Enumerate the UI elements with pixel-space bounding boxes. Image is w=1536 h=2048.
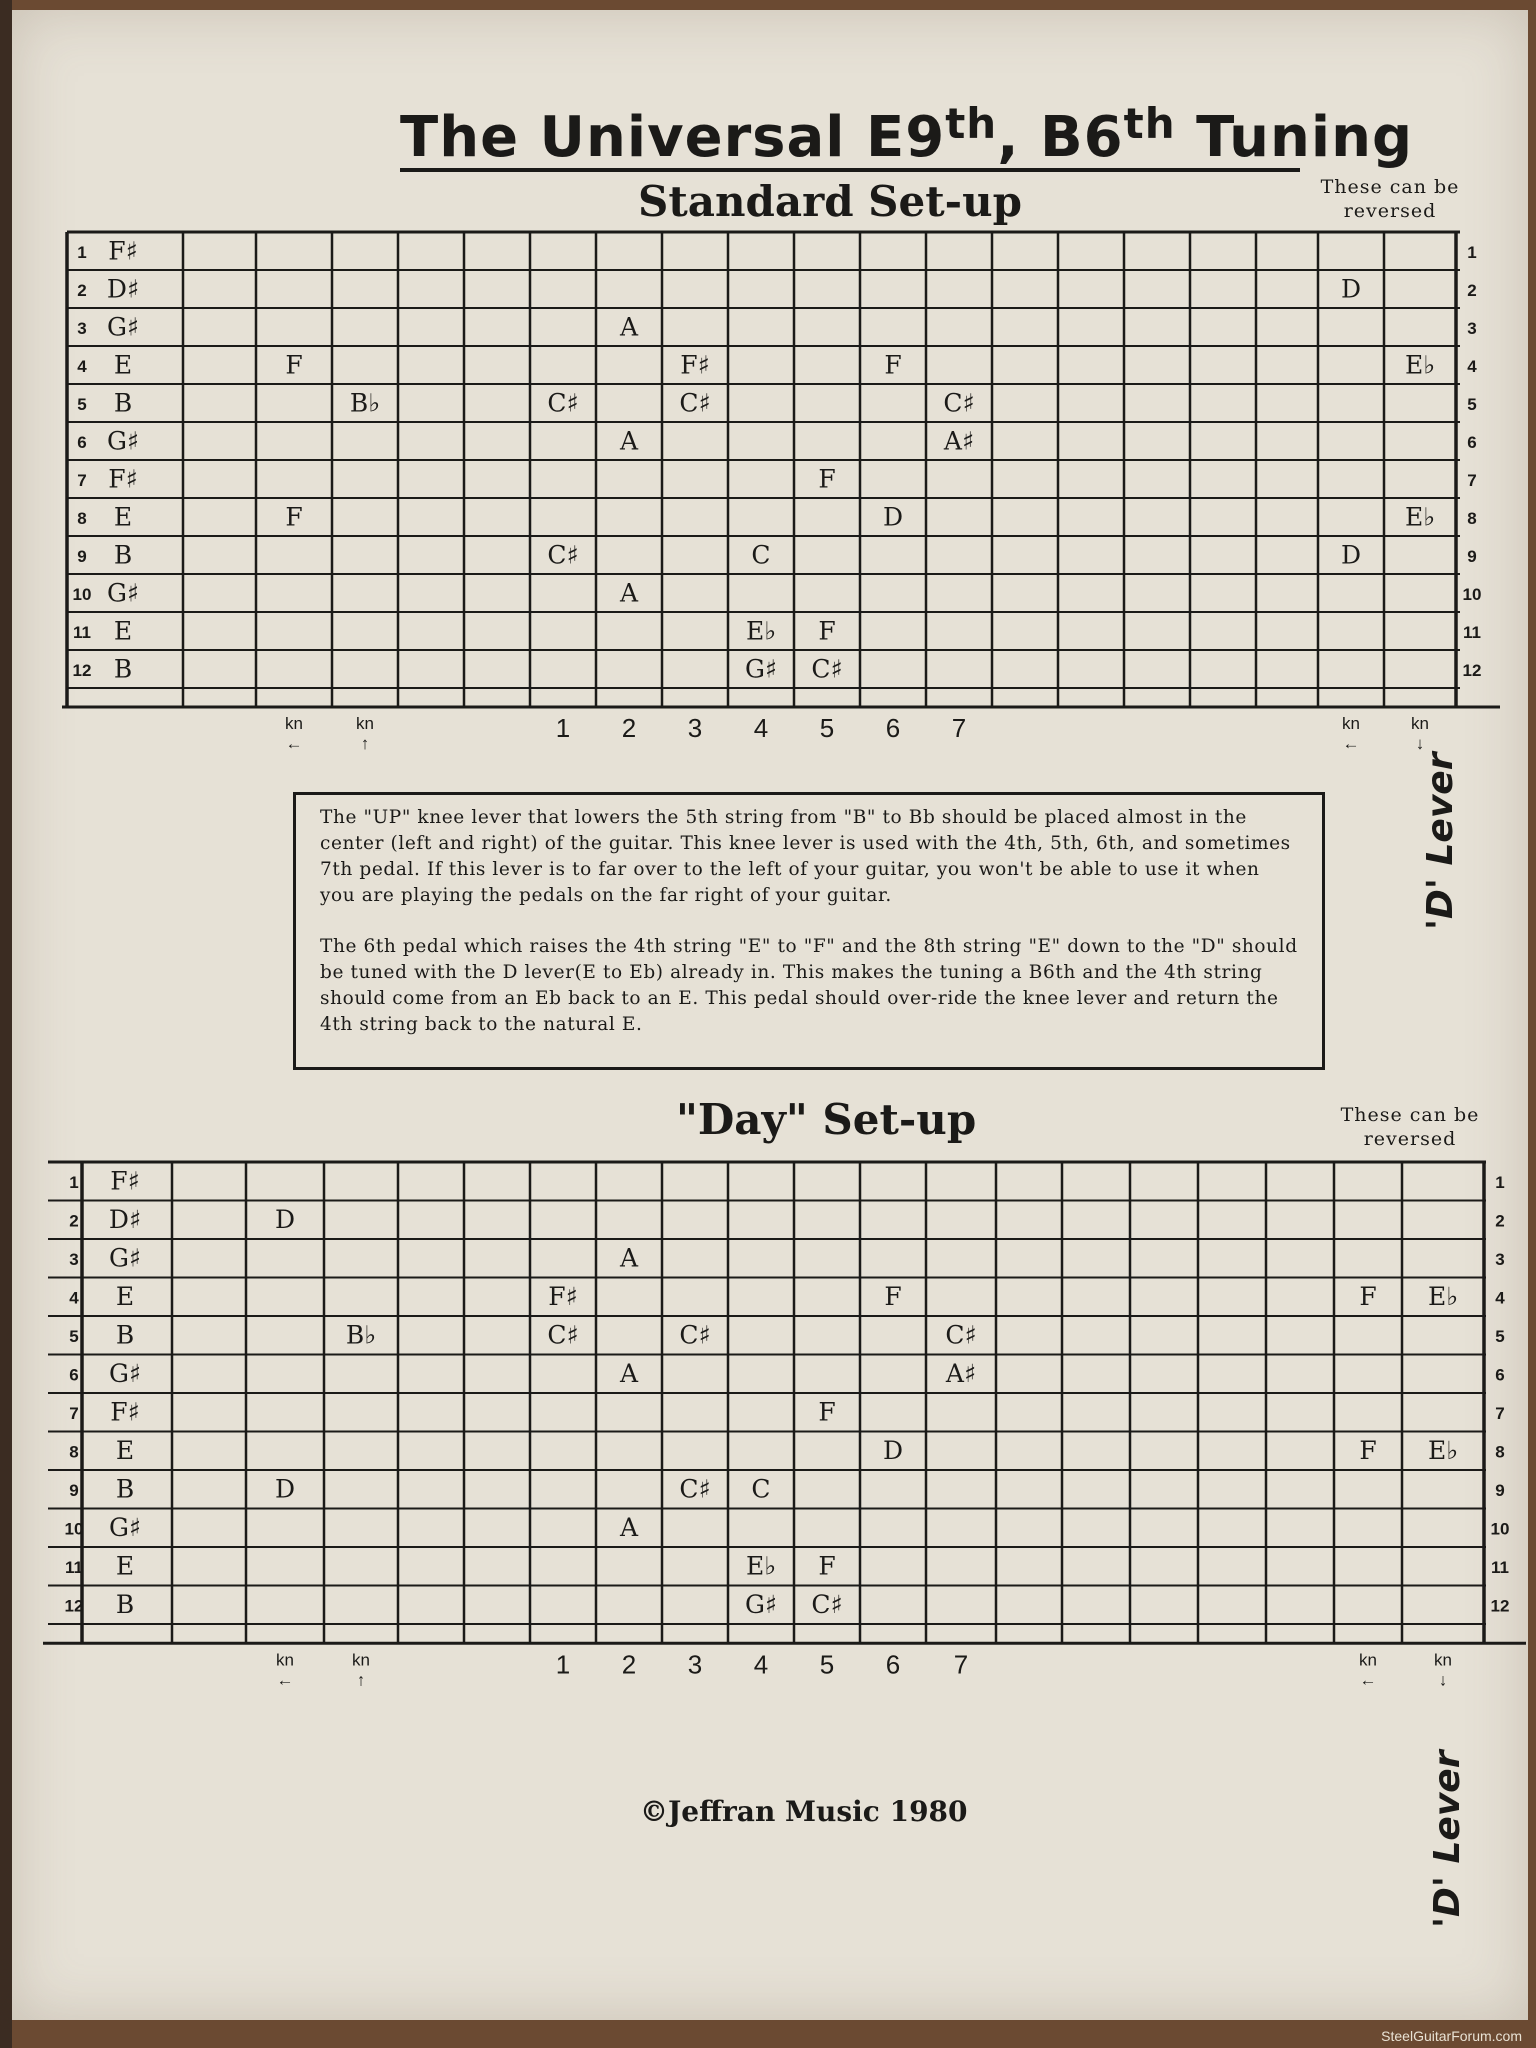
day-note-change: A♯ xyxy=(945,1359,977,1389)
standard-open-string: B xyxy=(113,654,133,684)
standard-row-number-left: 10 xyxy=(72,584,92,604)
day-row-number-right: 10 xyxy=(1490,1519,1510,1539)
standard-note-change: D xyxy=(1340,274,1362,304)
title-sup-2: th xyxy=(1123,99,1176,148)
day-pedal-number: 5 xyxy=(819,1649,835,1680)
standard-knee-lever-arrow: ← xyxy=(285,734,303,753)
day-row-number-left: 5 xyxy=(69,1327,79,1347)
standard-note-change: A xyxy=(619,426,639,456)
day-open-string: F♯ xyxy=(110,1166,140,1196)
day-open-string: B xyxy=(115,1590,135,1620)
day-note-change: C♯ xyxy=(945,1320,977,1350)
day-row-number-right: 8 xyxy=(1495,1442,1505,1462)
day-note-change: C♯ xyxy=(679,1320,711,1350)
day-row-number-left: 4 xyxy=(69,1288,79,1308)
standard-row-number-right: 1 xyxy=(1467,242,1477,262)
standard-row-number-right: 10 xyxy=(1462,584,1482,604)
standard-row-number-right: 4 xyxy=(1467,356,1477,376)
day-row-number-right: 2 xyxy=(1495,1211,1505,1231)
standard-note-change: F xyxy=(884,350,902,380)
standard-row-number-left: 12 xyxy=(72,660,92,680)
day-row-number-right: 9 xyxy=(1495,1481,1505,1501)
standard-row-number-right: 8 xyxy=(1467,508,1477,528)
day-note-change: D xyxy=(274,1474,296,1504)
standard-note-change: C♯ xyxy=(547,388,579,418)
standard-row-number-left: 2 xyxy=(77,280,87,300)
day-note-change: A xyxy=(619,1359,639,1389)
standard-pedal-number: 7 xyxy=(951,713,967,743)
day-open-string: G♯ xyxy=(108,1359,142,1389)
standard-note-change: D xyxy=(1340,540,1362,570)
day-row-number-right: 4 xyxy=(1495,1288,1505,1308)
standard-note-change: C xyxy=(751,540,771,570)
day-note-change: E♭ xyxy=(745,1551,777,1581)
day-row-number-left: 12 xyxy=(64,1596,84,1616)
title-suffix: Tuning xyxy=(1175,105,1414,170)
title-sup-1: th xyxy=(945,99,998,148)
standard-open-string: D♯ xyxy=(106,274,140,304)
day-note-change: F xyxy=(884,1282,902,1312)
standard-note-change: D xyxy=(882,502,904,532)
standard-row-number-left: 8 xyxy=(77,508,87,528)
day-pedal-number: 1 xyxy=(555,1649,571,1680)
title-middle: , B6 xyxy=(997,105,1124,170)
day-row-number-left: 7 xyxy=(69,1404,79,1424)
standard-knee-lever-label: kn xyxy=(356,714,374,733)
day-note-change: B♭ xyxy=(345,1320,377,1350)
day-knee-lever-arrow: ← xyxy=(1359,1670,1377,1690)
day-knee-lever-label: kn xyxy=(352,1650,370,1670)
standard-note-change: E♭ xyxy=(1404,350,1436,380)
standard-row-number-left: 9 xyxy=(77,546,87,566)
day-note-change: D xyxy=(274,1205,296,1235)
standard-row-number-left: 3 xyxy=(77,318,87,338)
standard-open-string: B xyxy=(113,540,133,570)
day-row-number-right: 5 xyxy=(1495,1327,1505,1347)
day-pedal-number: 2 xyxy=(621,1649,637,1680)
standard-row-number-left: 5 xyxy=(77,394,87,414)
standard-row-number-left: 7 xyxy=(77,470,87,490)
standard-knee-lever-arrow: ↓ xyxy=(1415,734,1425,753)
day-knee-lever-arrow: ← xyxy=(276,1670,294,1690)
day-row-number-right: 12 xyxy=(1490,1596,1510,1616)
day-row-number-right: 7 xyxy=(1495,1404,1505,1424)
standard-pedal-number: 6 xyxy=(885,713,901,743)
day-open-string: F♯ xyxy=(110,1397,140,1427)
standard-note-change: F♯ xyxy=(680,350,710,380)
day-row-number-left: 1 xyxy=(69,1173,79,1193)
forum-watermark: SteelGuitarForum.com xyxy=(1381,2028,1522,2044)
day-knee-lever-label: kn xyxy=(276,1650,294,1670)
standard-row-number-right: 5 xyxy=(1467,394,1477,414)
standard-note-change: F xyxy=(818,616,836,646)
standard-pedal-number: 3 xyxy=(687,713,703,743)
standard-open-string: G♯ xyxy=(106,578,140,608)
standard-row-number-left: 1 xyxy=(77,242,87,262)
standard-knee-lever-label: kn xyxy=(1342,714,1360,733)
day-note-change: G♯ xyxy=(744,1590,778,1620)
standard-pedal-number: 2 xyxy=(621,713,637,743)
standard-row-number-right: 11 xyxy=(1463,622,1481,642)
day-row-number-left: 2 xyxy=(69,1211,79,1231)
day-row-number-right: 1 xyxy=(1495,1173,1505,1193)
day-pedal-number: 7 xyxy=(953,1649,969,1680)
day-open-string: E xyxy=(115,1436,135,1466)
day-knee-lever-arrow: ↓ xyxy=(1438,1670,1448,1690)
standard-note-change: E♭ xyxy=(1404,502,1436,532)
standard-open-string: B xyxy=(113,388,133,418)
standard-row-number-right: 6 xyxy=(1467,432,1477,452)
day-row-number-left: 10 xyxy=(64,1519,84,1539)
standard-knee-lever-arrow: ← xyxy=(1342,734,1360,753)
day-open-string: E xyxy=(115,1282,135,1312)
standard-row-number-left: 4 xyxy=(77,356,87,376)
day-open-string: B xyxy=(115,1320,135,1350)
standard-d-lever-label: 'D' Lever xyxy=(1420,752,1461,930)
day-open-string: B xyxy=(115,1474,135,1504)
standard-note-change: B♭ xyxy=(349,388,381,418)
day-open-string: D♯ xyxy=(108,1205,142,1235)
day-setup-heading: "Day" Set-up xyxy=(676,1095,977,1144)
standard-open-string: E xyxy=(113,350,133,380)
day-row-number-right: 6 xyxy=(1495,1365,1505,1385)
day-note-change: C♯ xyxy=(679,1474,711,1504)
day-note-change: C♯ xyxy=(547,1320,579,1350)
day-row-number-left: 6 xyxy=(69,1365,79,1385)
day-note-change: F xyxy=(818,1397,836,1427)
standard-row-number-left: 11 xyxy=(73,622,91,642)
standard-note-change: C♯ xyxy=(943,388,975,418)
standard-row-number-right: 2 xyxy=(1467,280,1477,300)
standard-note-change: A♯ xyxy=(943,426,975,456)
standard-open-string: G♯ xyxy=(106,426,140,456)
standard-note-change: F xyxy=(285,350,303,380)
standard-note-change: C♯ xyxy=(811,654,843,684)
standard-pedal-number: 5 xyxy=(819,713,835,743)
day-row-number-left: 9 xyxy=(69,1481,79,1501)
day-pedal-number: 3 xyxy=(687,1649,703,1680)
standard-note-change: C♯ xyxy=(547,540,579,570)
day-note-change: F xyxy=(818,1551,836,1581)
standard-pedal-number: 4 xyxy=(753,713,769,743)
standard-pedal-number: 1 xyxy=(555,713,571,743)
standard-open-string: F♯ xyxy=(108,236,138,266)
standard-open-string: F♯ xyxy=(108,464,138,494)
standard-knee-lever-arrow: ↑ xyxy=(360,734,370,753)
day-knee-lever-label: kn xyxy=(1359,1650,1377,1670)
standard-note-change: G♯ xyxy=(744,654,778,684)
standard-knee-lever-label: kn xyxy=(285,714,303,733)
title-prefix: The Universal E9 xyxy=(400,105,946,170)
standard-reversed-note: These can be reversed xyxy=(1320,176,1460,222)
day-note-change: E♭ xyxy=(1427,1436,1459,1466)
standard-note-change: F xyxy=(285,502,303,532)
standard-open-string: E xyxy=(113,502,133,532)
day-note-change: F xyxy=(1359,1436,1377,1466)
day-open-string: G♯ xyxy=(108,1243,142,1273)
day-knee-lever-arrow: ↑ xyxy=(356,1670,366,1690)
standard-row-number-left: 6 xyxy=(77,432,87,452)
day-d-lever-label: 'D' Lever xyxy=(1427,1750,1468,1928)
standard-note-change: E♭ xyxy=(745,616,777,646)
day-pedal-number: 6 xyxy=(885,1649,901,1680)
explanation-paragraph-2: The 6th pedal which raises the 4th string "E" to "F" and the 8th string "E" down to the "D" should be tuned with the D lever(E to Eb) already in. This makes the tuning a B6th and the 4th string should come from an Eb back to an E. This pedal should over-ride the knee lever and return the 4th string back to the natural E. xyxy=(320,936,1298,1035)
standard-knee-lever-label: kn xyxy=(1411,714,1429,733)
standard-setup-heading: Standard Set-up xyxy=(638,177,1022,226)
day-row-number-left: 11 xyxy=(65,1558,83,1578)
day-knee-lever-label: kn xyxy=(1434,1650,1452,1670)
standard-open-string: G♯ xyxy=(106,312,140,342)
copyright-text: ©Jeffran Music 1980 xyxy=(640,1795,968,1828)
day-row-number-right: 11 xyxy=(1491,1558,1509,1578)
day-pedal-number: 4 xyxy=(753,1649,769,1680)
day-note-change: F♯ xyxy=(548,1282,578,1312)
day-open-string: G♯ xyxy=(108,1513,142,1543)
day-note-change: A xyxy=(619,1243,639,1273)
standard-note-change: C♯ xyxy=(679,388,711,418)
standard-note-change: A xyxy=(619,312,639,342)
day-open-string: E xyxy=(115,1551,135,1581)
standard-row-number-right: 7 xyxy=(1467,470,1477,490)
standard-row-number-right: 12 xyxy=(1462,660,1482,680)
day-note-change: D xyxy=(882,1436,904,1466)
day-row-number-right: 3 xyxy=(1495,1250,1505,1270)
day-note-change: C♯ xyxy=(811,1590,843,1620)
day-note-change: E♭ xyxy=(1427,1282,1459,1312)
standard-row-number-right: 3 xyxy=(1467,318,1477,338)
standard-note-change: A xyxy=(619,578,639,608)
day-note-change: A xyxy=(619,1513,639,1543)
standard-note-change: F xyxy=(818,464,836,494)
day-reversed-note: These can be reversed xyxy=(1340,1104,1480,1150)
day-note-change: C xyxy=(751,1474,771,1504)
standard-row-number-right: 9 xyxy=(1467,546,1477,566)
day-row-number-left: 8 xyxy=(69,1442,79,1462)
explanation-paragraph-1: The "UP" knee lever that lowers the 5th string from "B" to Bb should be placed almost in the center (left and right) of the guitar. This knee lever is used with the 4th, 5th, 6th, and sometimes 7th pedal. If this lever is to far over to the left of your guitar, you won't be able to use it when you are playing the pedals on the far right of your guitar. xyxy=(320,807,1291,906)
standard-open-string: E xyxy=(113,616,133,646)
day-note-change: F xyxy=(1359,1282,1377,1312)
day-row-number-left: 3 xyxy=(69,1250,79,1270)
